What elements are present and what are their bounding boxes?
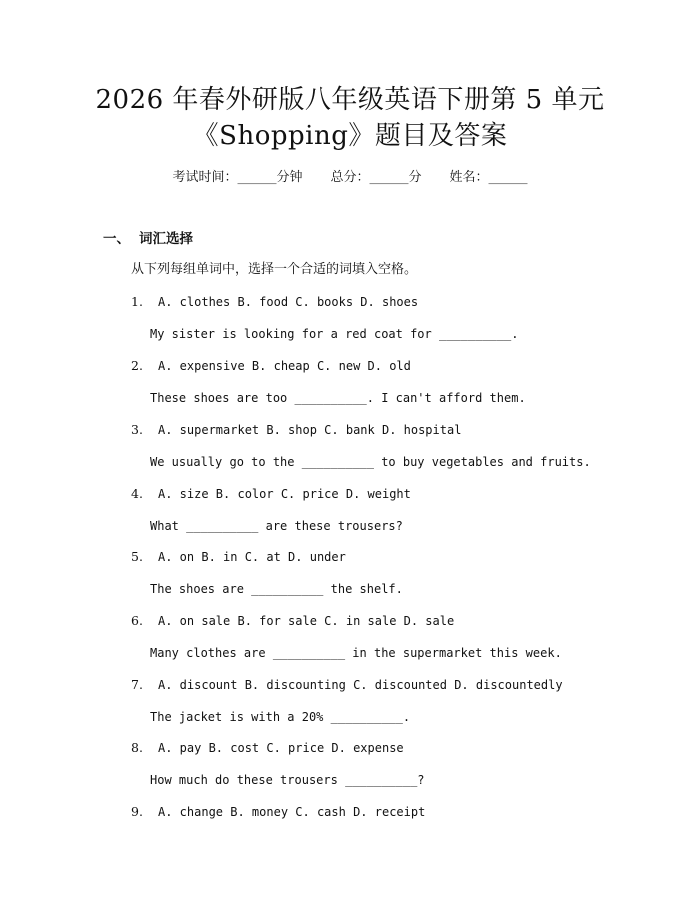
question-number: 3. xyxy=(131,422,143,437)
question-item xyxy=(131,802,651,822)
question-sentence: Many clothes are __________ in the supermarket this week. xyxy=(150,646,562,660)
page-title-line1: 2026 年春外研版八年级英语下册第 5 单元 xyxy=(95,85,605,115)
question-sentence: The jacket is with a 20% __________. xyxy=(150,710,411,724)
question-options: A. expensive B. cheap C. new D. old xyxy=(158,359,411,373)
student-name-field: 姓名：______ xyxy=(449,170,528,185)
question-number: 1. xyxy=(131,294,143,309)
section-title: 词汇选择 xyxy=(139,231,193,247)
question-item xyxy=(131,611,651,663)
question-number: 2. xyxy=(131,358,143,373)
question-number: 7. xyxy=(131,677,143,692)
section-number: 一、 xyxy=(103,231,130,247)
question-options: A. on B. in C. at D. under xyxy=(158,550,346,564)
question-item xyxy=(131,484,651,536)
question-sentence: How much do these trousers __________? xyxy=(150,773,425,787)
question-item xyxy=(131,420,651,472)
question-options: A. size B. color C. price D. weight xyxy=(158,487,411,501)
question-options: A. on sale B. for sale C. in sale D. sale xyxy=(158,614,455,628)
question-sentence: My sister is looking for a red coat for __________. xyxy=(150,327,519,341)
question-options: A. supermarket B. shop C. bank D. hospital xyxy=(158,423,462,437)
total-score-field: 总分：______分 xyxy=(330,170,422,185)
question-options: A. discount B. discounting C. discounted D. discountedly xyxy=(158,678,563,692)
exam-time-field: 考试时间：______分钟 xyxy=(172,170,303,185)
question-sentence: The shoes are __________ the shelf. xyxy=(150,582,403,596)
question-item xyxy=(131,675,651,727)
question-item xyxy=(131,547,651,599)
page-title-line2: 《Shopping》题目及答案 xyxy=(192,121,508,151)
question-item xyxy=(131,356,651,408)
question-options: A. pay B. cost C. price D. expense xyxy=(158,741,404,755)
question-number: 6. xyxy=(131,613,143,628)
question-options: A. clothes B. food C. books D. shoes xyxy=(158,295,419,309)
question-number: 5. xyxy=(131,549,143,564)
exam-meta xyxy=(0,168,700,188)
section-instruction: 从下列每组单词中，选择一个合适的词填入空格。 xyxy=(131,262,418,277)
question-number: 8. xyxy=(131,740,143,755)
question-item xyxy=(131,738,651,790)
question-sentence: What __________ are these trousers? xyxy=(150,519,403,533)
question-sentence: These shoes are too __________. I can't afford them. xyxy=(150,391,526,405)
section-heading xyxy=(103,229,193,249)
question-options: A. change B. money C. cash D. receipt xyxy=(158,805,426,819)
question-number: 9. xyxy=(131,804,143,819)
question-item xyxy=(131,292,651,344)
question-sentence: We usually go to the __________ to buy vegetables and fruits. xyxy=(150,455,591,469)
question-number: 4. xyxy=(131,486,143,501)
